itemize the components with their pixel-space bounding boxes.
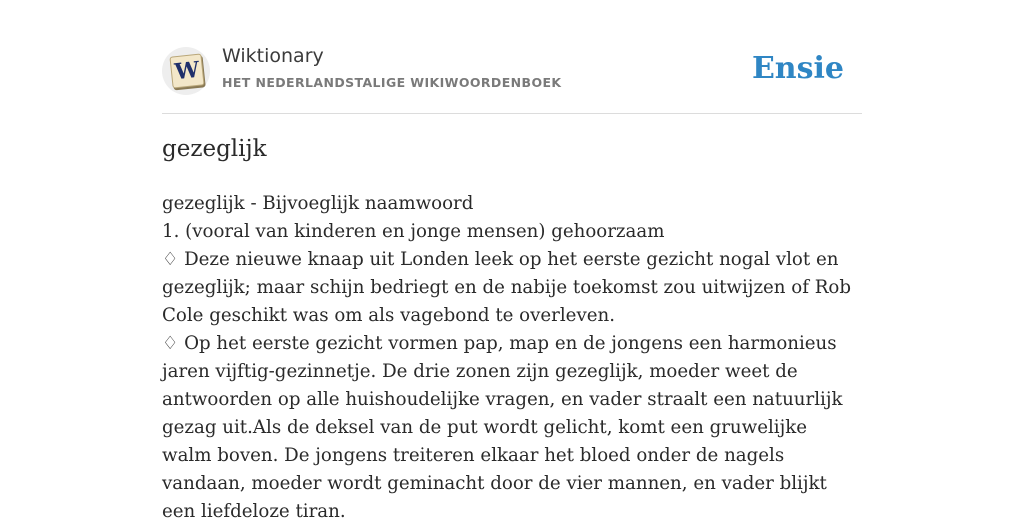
wiktionary-logo-icon[interactable] xyxy=(162,47,210,95)
example-quote: ♢ Deze nieuwe knaap uit Londen leek op het eerste gezicht nogal vlot en gezeglijk; maar schijn bedriegt en de nabije toekomst zou uitwijzen of Rob Cole geschikt was om als vagebond te overleven. xyxy=(162,249,852,326)
ensie-brand-logo[interactable]: Ensie xyxy=(751,51,844,86)
logo-letter-tile: W xyxy=(169,53,204,88)
example-quote: ♢ Op het eerste gezicht vormen pap, map en de jongens een harmonieus jaren vijftig-gezinnetje. De drie zonen zijn gezeglijk, moeder weet de antwoorden op alle huishoudelijke vragen, en vader straalt een natuurlijk gezag uit.Als de deksel van de put wordt gelicht, komt een gruwelijke walm boven. De jongens treiteren elkaar het bloed onder de nagels vandaan, moeder wordt geminacht door de vier mannen, en vader blijkt een liefdeloze tiran. xyxy=(162,333,843,522)
sense-line: 1. (vooral van kinderen en jonge mensen) gehoorzaam xyxy=(162,221,665,242)
definition-line: gezeglijk - Bijvoeglijk naamwoord xyxy=(162,193,474,214)
entry-body xyxy=(162,190,862,526)
page-container xyxy=(162,0,862,522)
site-header xyxy=(162,0,862,114)
site-name[interactable]: Wiktionary xyxy=(222,45,324,67)
page-title: gezeglijk xyxy=(162,136,267,162)
site-tagline: HET NEDERLANDSTALIGE WIKIWOORDENBOEK xyxy=(222,75,562,90)
